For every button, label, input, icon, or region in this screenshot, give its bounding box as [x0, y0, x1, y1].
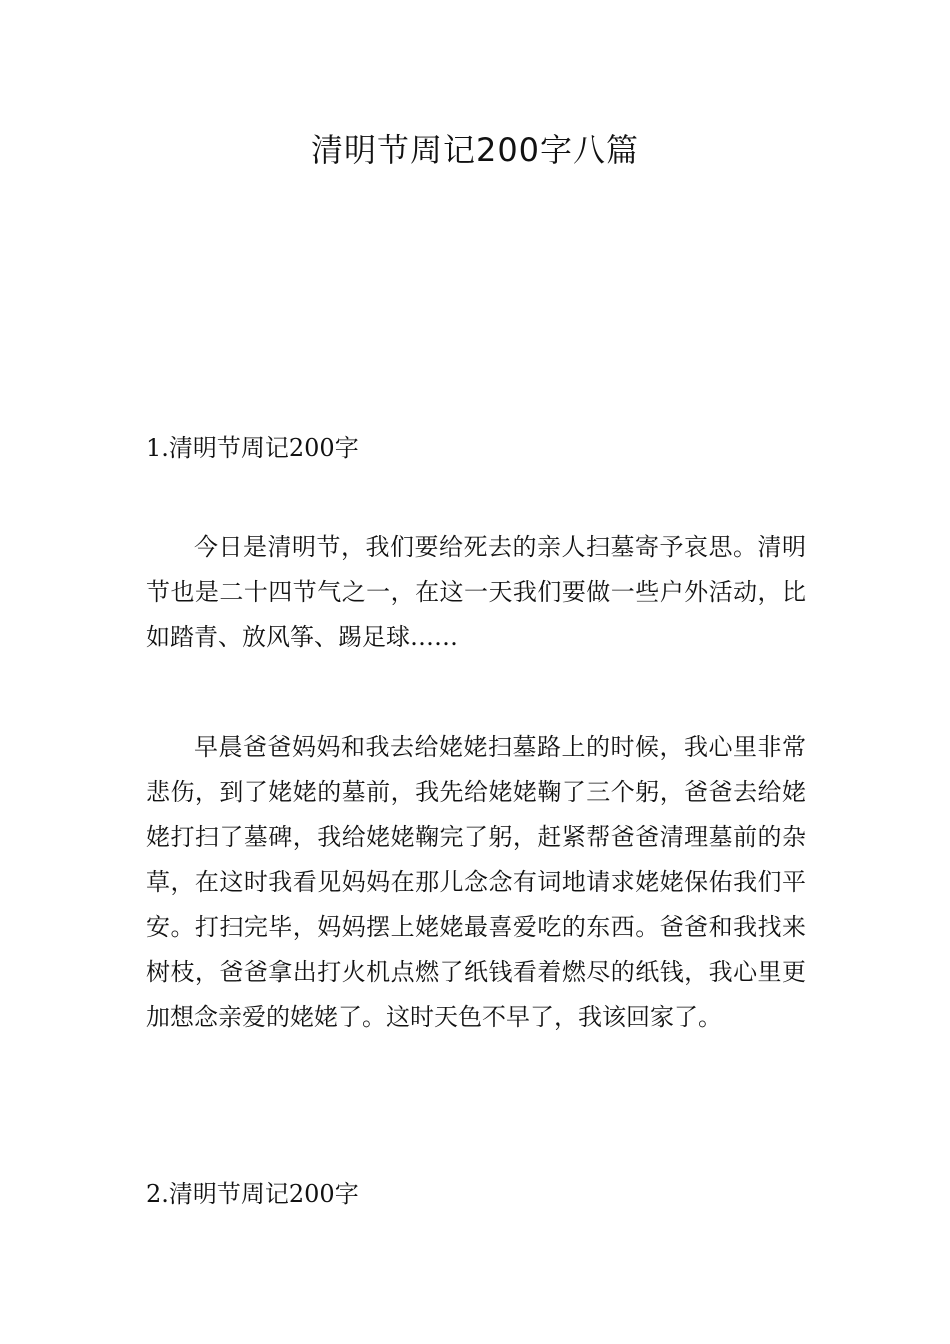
section-heading-2: 2.清明节周记200字 [146, 1180, 359, 1208]
document-title: 清明节周记200字八篇 [310, 131, 640, 169]
paragraph-2: 早晨爸爸妈妈和我去给姥姥扫墓路上的时候，我心里非常悲伤，到了姥姥的墓前，我先给姥姥鞠了三个躬，爸爸去给姥姥打扫了墓碑，我给姥姥鞠完了躬，赶紧帮爸爸清理墓前的杂草，在这时我看见妈妈在那儿念念有词地请求姥姥保佑我们平安。打扫完毕，妈妈摆上姥姥最喜爱吃的东西。爸爸和我找来树枝，爸爸拿出打火机点燃了纸钱看着燃尽的纸钱，我心里更加想念亲爱的姥姥了。这时天色不早了，我该回家了。 [146, 733, 806, 1031]
section-heading-1: 1.清明节周记200字 [146, 434, 359, 462]
paragraph-1: 今日是清明节，我们要给死去的亲人扫墓寄予哀思。清明节也是二十四节气之一，在这一天我们要做一些户外活动，比如踏青、放风筝、踢足球…… [146, 533, 806, 651]
